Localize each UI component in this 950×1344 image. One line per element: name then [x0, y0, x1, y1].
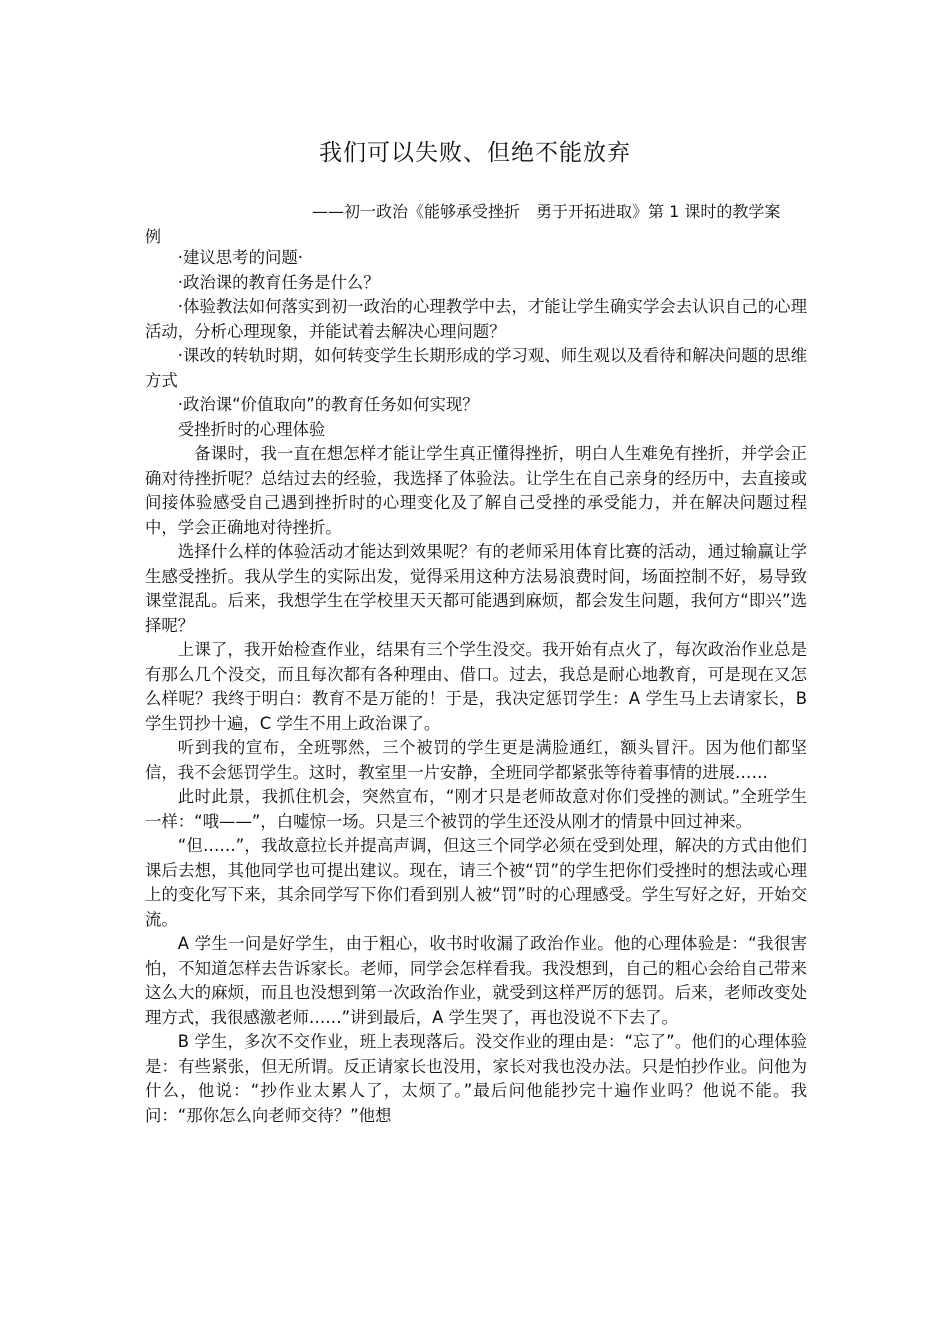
question-heading: ·建议思考的问题·: [177, 248, 303, 267]
question-item: ·政治课的教育任务是什么？: [177, 272, 380, 292]
document-body: [145, 246, 807, 1128]
body-paragraph: B 学生，多次不交作业，班上表现落后。没交作业的理由是：“忘了”。他们的心理体验是：有些紧张，但无所谓。反正请家长也没用，家长对我也没办法。只是怕抄作业。问他为什么，他说：“抄作业太累人了，太烦了。”最后问他能抄完十遍作业吗？他说不能。我问：“那你怎么向老师交待？”他想: [145, 1032, 807, 1125]
body-paragraph: 上课了，我开始检查作业，结果有三个学生没交。我开始有点火了，每次政治作业总是有那么几个没交，而且每次都有各种理由、借口。过去，我总是耐心地教育，可是现在又怎么样呢？我终于明白：教育不是万能的！于是，我决定惩罚学生：A 学生马上去请家长，B 学生罚抄十遍，C 学生不用上政治课了。: [145, 640, 807, 733]
document-title: 我们可以失败、但绝不能放弃: [319, 140, 631, 166]
question-item: ·体验教法如何落实到初一政治的心理教学中去，才能让学生确实学会去认识自己的心理活动，分析心理现象，并能试着去解决心理问题？: [145, 297, 807, 341]
document-subtitle: ——初一政治《能够承受挫折 勇于开拓进取》第 1 课时的教学案: [312, 202, 781, 221]
body-paragraph: 选择什么样的体验活动才能达到效果呢？有的老师采用体育比赛的活动，通过输赢让学生感受挫折。我从学生的实际出发，觉得采用这种方法易浪费时间，场面控制不好，易导致课堂混乱。后来，我想学生在学校里天天都可能遇到麻烦，都会发生问题，我何方“即兴”选择呢？: [145, 542, 807, 635]
question-item: ·政治课“价值取向”的教育任务如何实现？: [177, 395, 479, 414]
section-heading: 受挫折时的心理体验: [177, 419, 326, 439]
question-item: ·课改的转轨时期，如何转变学生长期形成的学习观、师生观以及看待和解决问题的思维方式: [145, 346, 807, 390]
document-subtitle-continuation: 例: [145, 227, 162, 246]
body-paragraph: 此时此景，我抓住机会，突然宣布，“刚才只是老师故意对你们受挫的测试。”全班学生一样：“哦——”，白嘘惊一场。只是三个被罚的学生还没从刚才的情景中回过神来。: [145, 787, 807, 831]
body-paragraph: 听到我的宣布，全班鄂然，三个被罚的学生更是满脸通红，额头冒汗。因为他们都坚信，我不会惩罚学生。这时，教室里一片安静，全班同学都紧张等待着事情的进展……: [145, 738, 807, 782]
body-paragraph: 备课时，我一直在想怎样才能让学生真正懂得挫折，明白人生难免有挫折，并学会正确对待挫折呢？总结过去的经验，我选择了体验法。让学生在自己亲身的经历中，去直接或间接体验感受自己遇到挫折时的心理变化及了解自己受挫的承受能力，并在解决问题过程中，学会正确地对待挫折。: [145, 444, 807, 537]
body-paragraph: “但……”，我故意拉长并提高声调，但这三个同学必须在受到处理，解决的方式由他们课后去想，其他同学也可提出建议。现在，请三个被“罚”的学生把你们受挫时的想法或心理上的变化写下来，其余同学写下你们看到别人被“罚”时的心理感受。学生写好之好，开始交流。: [145, 836, 807, 929]
body-paragraph: A 学生一问是好学生，由于粗心，收书时收漏了政治作业。他的心理体验是：“我很害怕，不知道怎样去告诉家长。老师，同学会怎样看我。我没想到，自己的粗心会给自己带来这么大的麻烦，而且也没想到第一次政治作业，就受到这样严厉的惩罚。后来，老师改变处理方式，我很感激老师……”讲到最后，A 学生哭了，再也没说不下去了。: [145, 934, 807, 1027]
